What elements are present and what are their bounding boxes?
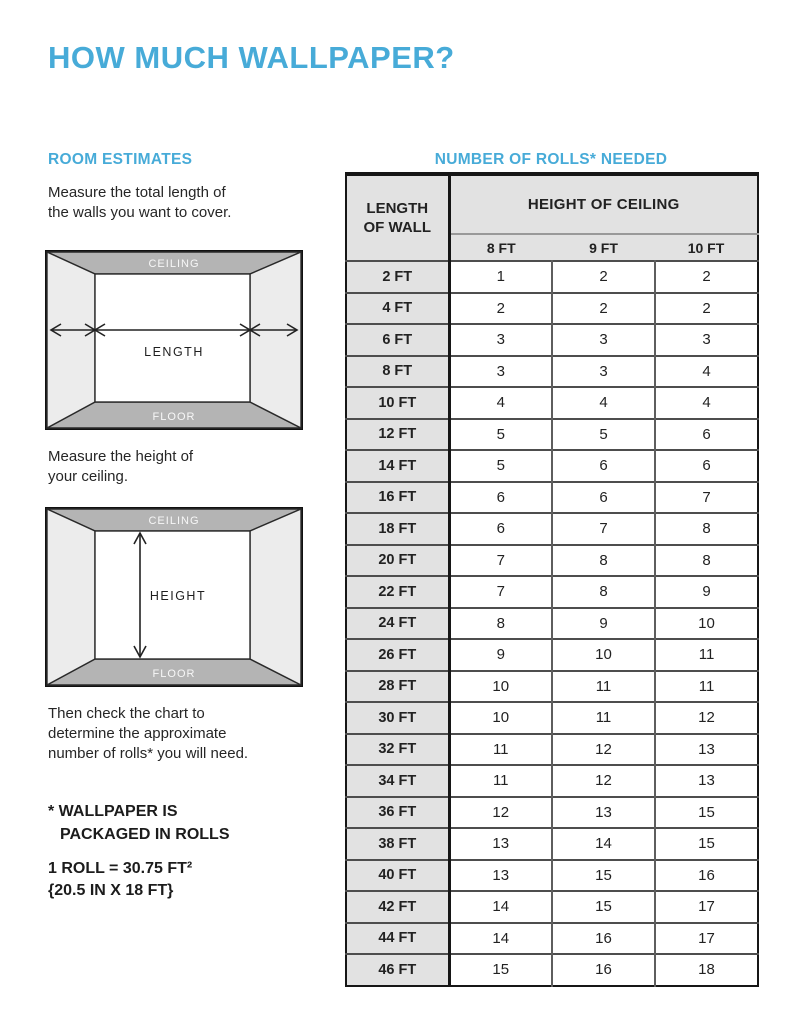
table-row: [346, 387, 758, 419]
rolls-10ft-cell: 6: [655, 419, 758, 451]
right-wall-surface: [250, 509, 301, 685]
rolls-8ft-cell: 15: [449, 954, 552, 986]
rolls-10ft-cell: 2: [655, 261, 758, 293]
wall-length-cell: 20 FT: [346, 545, 449, 577]
rolls-9ft-cell: 13: [552, 797, 655, 829]
wall-length-cell: 46 FT: [346, 954, 449, 986]
wall-length-cell: 40 FT: [346, 860, 449, 892]
rolls-9ft-cell: 5: [552, 419, 655, 451]
rolls-8ft-cell: 7: [449, 545, 552, 577]
table-row: [346, 734, 758, 766]
length-label: LENGTH: [144, 345, 204, 359]
step1-text: [48, 183, 231, 223]
wall-length-cell: 24 FT: [346, 608, 449, 640]
step2-line2: your ceiling.: [48, 468, 129, 485]
column-header-8ft: 8 FT: [449, 234, 552, 261]
table-row: [346, 765, 758, 797]
rolls-needed-table: [345, 172, 759, 987]
table-row: [346, 797, 758, 829]
rolls-8ft-cell: 3: [449, 356, 552, 388]
rolls-9ft-cell: 16: [552, 954, 655, 986]
column-header-9ft: 9 FT: [552, 234, 655, 261]
wall-length-cell: 44 FT: [346, 923, 449, 955]
wall-length-cell: 34 FT: [346, 765, 449, 797]
step3-text: [48, 704, 248, 764]
step3-line3: number of rolls* you will need.: [48, 745, 249, 762]
wall-length-cell: 28 FT: [346, 671, 449, 703]
rolls-10ft-cell: 16: [655, 860, 758, 892]
step1-line2: the walls you want to cover.: [48, 204, 232, 221]
wall-length-cell: 16 FT: [346, 482, 449, 514]
rolls-8ft-cell: 6: [449, 482, 552, 514]
rolls-10ft-cell: 11: [655, 639, 758, 671]
rolls-10ft-cell: 4: [655, 387, 758, 419]
rolls-9ft-cell: 2: [552, 261, 655, 293]
wall-length-cell: 42 FT: [346, 891, 449, 923]
rolls-10ft-cell: 7: [655, 482, 758, 514]
back-wall-surface: [95, 274, 250, 402]
rolls-10ft-cell: 15: [655, 828, 758, 860]
rolls-8ft-cell: 11: [449, 765, 552, 797]
rolls-8ft-cell: 14: [449, 891, 552, 923]
rolls-8ft-cell: 12: [449, 797, 552, 829]
height-of-ceiling-header: HEIGHT OF CEILING: [449, 174, 758, 234]
rolls-9ft-cell: 9: [552, 608, 655, 640]
roll-size-info: [48, 858, 192, 902]
table-row: [346, 545, 758, 577]
footnote-line2: PACKAGED IN ROLLS: [60, 826, 230, 843]
rolls-8ft-cell: 5: [449, 450, 552, 482]
wall-length-cell: 26 FT: [346, 639, 449, 671]
step2-text: [48, 447, 193, 487]
rolls-10ft-cell: 4: [655, 356, 758, 388]
rolls-8ft-cell: 4: [449, 387, 552, 419]
wall-length-cell: 14 FT: [346, 450, 449, 482]
table-row: [346, 261, 758, 293]
table-row: [346, 419, 758, 451]
rolls-9ft-cell: 4: [552, 387, 655, 419]
left-wall-surface: [47, 252, 95, 428]
rolls-9ft-cell: 8: [552, 545, 655, 577]
step2-line1: Measure the height of: [48, 448, 194, 465]
column-header-10ft: 10 FT: [655, 234, 758, 261]
step3-line2: determine the approximate: [48, 725, 227, 742]
rolls-8ft-cell: 10: [449, 702, 552, 734]
table-row: [346, 293, 758, 325]
rolls-9ft-cell: 2: [552, 293, 655, 325]
table-row: [346, 482, 758, 514]
wallpaper-rolls-footnote: [48, 800, 229, 846]
rolls-9ft-cell: 3: [552, 324, 655, 356]
room-estimates-heading: ROOM ESTIMATES: [48, 151, 193, 168]
table-row: [346, 828, 758, 860]
ceiling-label: CEILING: [148, 258, 200, 270]
table-row: [346, 671, 758, 703]
wall-length-cell: 30 FT: [346, 702, 449, 734]
rolls-9ft-cell: 12: [552, 765, 655, 797]
table-row: [346, 450, 758, 482]
wall-length-cell: 36 FT: [346, 797, 449, 829]
step3-line1: Then check the chart to: [48, 705, 205, 722]
rolls-8ft-cell: 10: [449, 671, 552, 703]
room-length-diagram: [45, 250, 303, 430]
rolls-9ft-cell: 3: [552, 356, 655, 388]
table-row: [346, 702, 758, 734]
rolls-9ft-cell: 15: [552, 891, 655, 923]
rolls-10ft-cell: 8: [655, 545, 758, 577]
table-row: [346, 639, 758, 671]
wall-length-cell: 32 FT: [346, 734, 449, 766]
rolls-8ft-cell: 5: [449, 419, 552, 451]
rolls-10ft-cell: 17: [655, 891, 758, 923]
table-row: [346, 923, 758, 955]
table-row: [346, 860, 758, 892]
rolls-8ft-cell: 13: [449, 860, 552, 892]
wall-length-cell: 18 FT: [346, 513, 449, 545]
rolls-8ft-cell: 2: [449, 293, 552, 325]
table-row: [346, 954, 758, 986]
rolls-9ft-cell: 7: [552, 513, 655, 545]
wall-length-cell: 22 FT: [346, 576, 449, 608]
rolls-10ft-cell: 9: [655, 576, 758, 608]
rolls-10ft-cell: 12: [655, 702, 758, 734]
wall-length-cell: 10 FT: [346, 387, 449, 419]
table-row: [346, 891, 758, 923]
length-of-wall-header: LENGTH OF WALL: [346, 174, 449, 261]
table-row: [346, 608, 758, 640]
left-wall-surface: [47, 509, 95, 685]
rolls-9ft-cell: 11: [552, 671, 655, 703]
rolls-9ft-cell: 6: [552, 450, 655, 482]
rolls-8ft-cell: 3: [449, 324, 552, 356]
rolls-10ft-cell: 8: [655, 513, 758, 545]
table-row: [346, 576, 758, 608]
wall-length-cell: 38 FT: [346, 828, 449, 860]
step1-line1: Measure the total length of: [48, 184, 226, 201]
rolls-10ft-cell: 17: [655, 923, 758, 955]
wall-length-cell: 8 FT: [346, 356, 449, 388]
rolls-8ft-cell: 14: [449, 923, 552, 955]
wall-length-cell: 2 FT: [346, 261, 449, 293]
right-wall-surface: [250, 252, 301, 428]
rolls-9ft-cell: 15: [552, 860, 655, 892]
rolls-10ft-cell: 2: [655, 293, 758, 325]
table-row: [346, 356, 758, 388]
footnote-line1: * WALLPAPER IS: [48, 803, 178, 820]
roll-size-line1: 1 ROLL = 30.75 FT²: [48, 860, 193, 877]
page-title: HOW MUCH WALLPAPER?: [48, 40, 455, 75]
rolls-10ft-cell: 3: [655, 324, 758, 356]
height-label: HEIGHT: [149, 589, 207, 603]
rolls-8ft-cell: 6: [449, 513, 552, 545]
rolls-10ft-cell: 10: [655, 608, 758, 640]
floor-label: FLOOR: [152, 411, 196, 423]
rolls-10ft-cell: 15: [655, 797, 758, 829]
rolls-10ft-cell: 13: [655, 765, 758, 797]
rolls-10ft-cell: 18: [655, 954, 758, 986]
rolls-9ft-cell: 10: [552, 639, 655, 671]
rolls-9ft-cell: 8: [552, 576, 655, 608]
rolls-8ft-cell: 11: [449, 734, 552, 766]
table-row: [346, 513, 758, 545]
ceiling-label: CEILING: [148, 515, 200, 527]
rolls-needed-heading: NUMBER OF ROLLS* NEEDED: [434, 151, 668, 168]
rolls-10ft-cell: 6: [655, 450, 758, 482]
table-row: [346, 324, 758, 356]
rolls-8ft-cell: 7: [449, 576, 552, 608]
rolls-10ft-cell: 11: [655, 671, 758, 703]
wall-length-cell: 6 FT: [346, 324, 449, 356]
rolls-8ft-cell: 9: [449, 639, 552, 671]
rolls-9ft-cell: 16: [552, 923, 655, 955]
rolls-8ft-cell: 8: [449, 608, 552, 640]
rolls-9ft-cell: 6: [552, 482, 655, 514]
rolls-8ft-cell: 1: [449, 261, 552, 293]
roll-size-line2: {20.5 IN X 18 FT}: [48, 882, 174, 899]
rolls-9ft-cell: 12: [552, 734, 655, 766]
wall-length-cell: 4 FT: [346, 293, 449, 325]
rolls-9ft-cell: 11: [552, 702, 655, 734]
rolls-9ft-cell: 14: [552, 828, 655, 860]
room-height-diagram: [45, 507, 303, 687]
rolls-8ft-cell: 13: [449, 828, 552, 860]
floor-label: FLOOR: [152, 668, 196, 680]
wall-length-cell: 12 FT: [346, 419, 449, 451]
rolls-10ft-cell: 13: [655, 734, 758, 766]
